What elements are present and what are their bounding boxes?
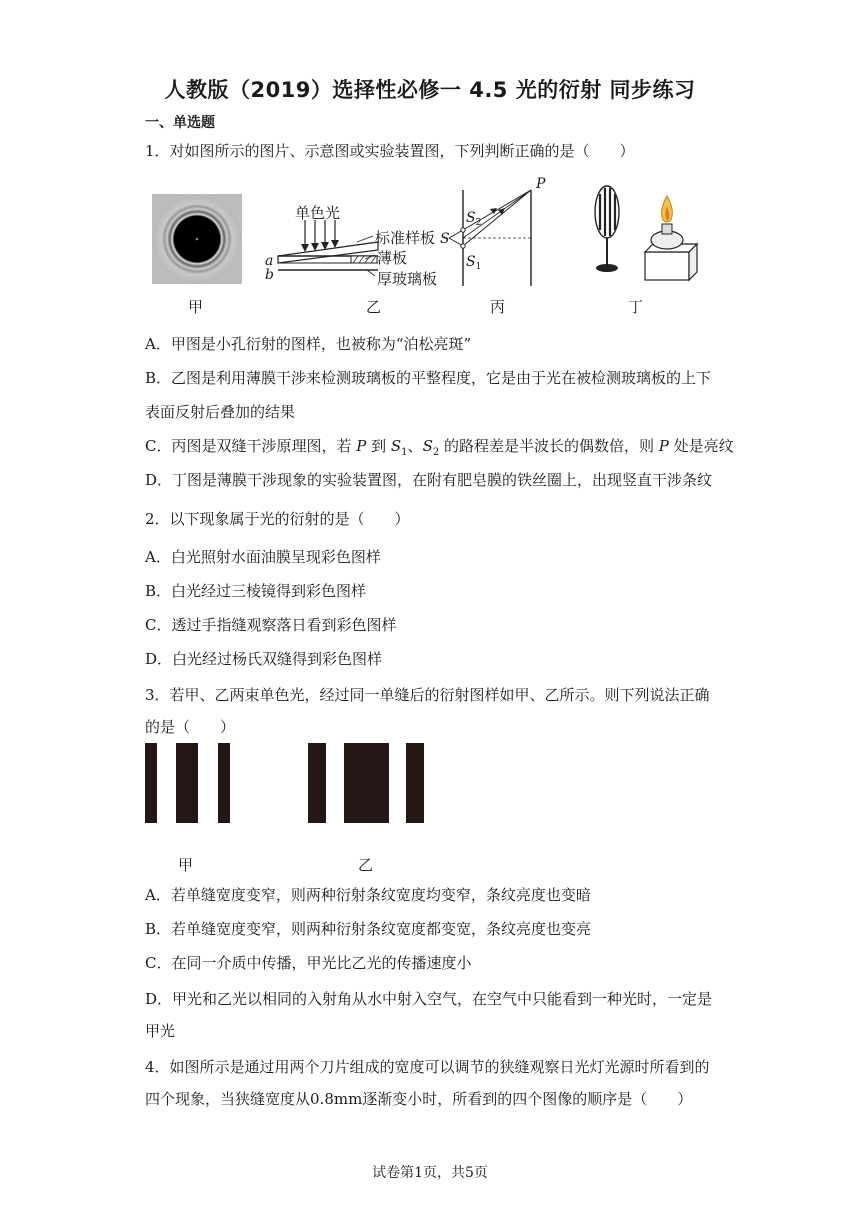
caption-jia: 甲 (188, 298, 204, 316)
q1-stem: 1．对如图所示的图片、示意图或实验装置图，下列判断正确的是（ ） (145, 142, 635, 160)
fringe-jia-2 (176, 743, 198, 823)
label-S1-sub: 1 (475, 262, 482, 272)
q2-option-d: D．白光经过杨氏双缝得到彩色图样 (145, 650, 383, 668)
fringe-yi-3 (406, 743, 424, 823)
q1-option-b: B．乙图是利用薄膜干涉来检测玻璃板的平整程度，它是由于光在被检测玻璃板的上下 (145, 369, 712, 387)
fringe-yi-2 (344, 743, 389, 823)
fringe-jia-1 (145, 743, 157, 823)
q1-option-c: C．丙图是双缝干涉原理图，若 P 到 $S_1$、$S_2$ 的路程差是半波长的偶数倍，则 P 处是亮纹 (145, 437, 734, 458)
label-S: S (440, 231, 450, 247)
label-S2-sub: 2 (475, 218, 482, 228)
diagram-jia (152, 194, 242, 284)
label-P: P (536, 176, 546, 192)
label-monochrome-light: 单色光 (295, 204, 341, 222)
q2-option-c: C．透过手指缝观察落日看到彩色图样 (145, 616, 397, 634)
fringe-yi-1 (308, 743, 326, 823)
q3-diffraction-figure (140, 740, 440, 828)
diagram-ding (595, 186, 697, 280)
q3-caption-jia: 甲 (178, 856, 194, 874)
q3-option-d: D．甲光和乙光以相同的入射角从水中射入空气，在空气中只能看到一种光时，一定是 (145, 990, 713, 1008)
label-S2: S (466, 210, 476, 226)
q3-option-b: B．若单缝宽度变窄，则两种衍射条纹宽度都变宽，条纹亮度也变亮 (145, 920, 592, 938)
q2-option-b: B．白光经过三棱镜得到彩色图样 (145, 582, 367, 600)
q1-option-a: A．甲图是小孔衍射的图样，也被称为“泊松亮斑” (145, 335, 472, 353)
q2-stem: 2．以下现象属于光的衍射的是（ ） (145, 510, 410, 528)
label-a: a (265, 253, 274, 269)
page-title: 人教版（2019）选择性必修一 4.5 光的衍射 同步练习 (164, 78, 696, 102)
q1-option-b-cont: 表面反射后叠加的结果 (145, 403, 296, 421)
q1-figure (145, 172, 705, 322)
q3-option-c: C．在同一介质中传播，甲光比乙光的传播速度小 (145, 954, 472, 972)
svg-text:S2 (466, 210, 481, 228)
diagram-bing (440, 176, 546, 286)
diagram-yi (265, 204, 437, 288)
svg-text:S1 (466, 254, 481, 272)
section-heading: 一、单选题 (145, 115, 215, 131)
q2-option-a: A．白光照射水面油膜呈现彩色图样 (145, 548, 381, 566)
label-thin-plate: 薄板 (377, 249, 408, 267)
label-standard-plate: 标准样板 (375, 229, 436, 247)
fringe-jia-3 (218, 743, 230, 823)
q3-option-a: A．若单缝宽度变窄，则两种衍射条纹宽度均变窄，条纹亮度也变暗 (145, 886, 591, 904)
q3-option-d-cont: 甲光 (145, 1022, 176, 1040)
label-thick-glass: 厚玻璃板 (377, 270, 438, 288)
caption-bing: 丙 (490, 298, 506, 316)
q3-caption-yi: 乙 (358, 856, 374, 874)
q4-stem-cont: 四个现象，当狭缝宽度从0.8mm逐渐变小时，所看到的四个图像的顺序是（ ） (145, 1090, 693, 1108)
caption-yi: 乙 (366, 298, 382, 316)
q3-stem: 3．若甲、乙两束单色光，经过同一单缝后的衍射图样如甲、乙所示。则下列说法正确 (145, 686, 710, 704)
page-footer: 试卷第1页，共5页 (372, 1165, 488, 1181)
label-S1: S (466, 254, 476, 270)
q4-stem: 4．如图所示是通过用两个刀片组成的宽度可以调节的狭缝观察日光灯光源时所看到的 (145, 1058, 710, 1076)
q3-stem-cont: 的是（ ） (145, 718, 236, 736)
q1-option-d: D．丁图是薄膜干涉现象的实验装置图，在附有肥皂膜的铁丝圈上，出现竖直干涉条纹 (145, 471, 713, 489)
caption-ding: 丁 (628, 298, 644, 316)
label-b: b (265, 267, 274, 283)
